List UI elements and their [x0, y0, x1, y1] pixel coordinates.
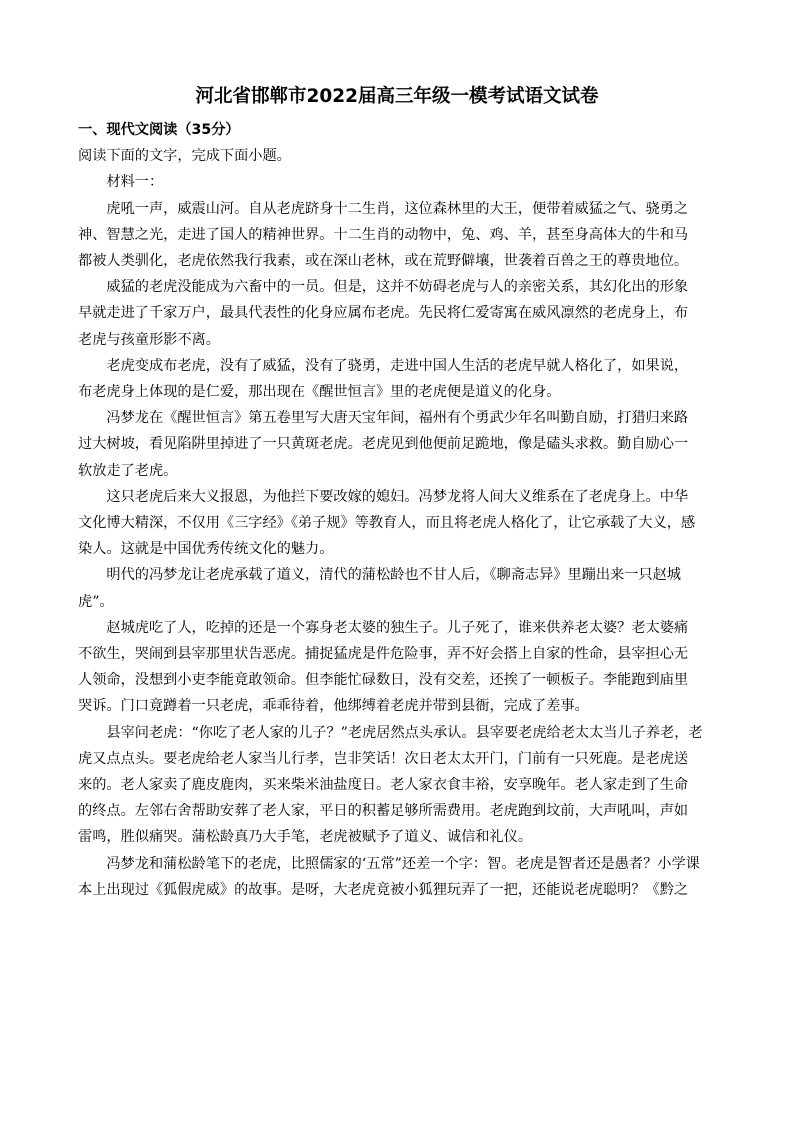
paragraph-line: 县宰问老虎：“你吃了老人家的儿子？”老虎居然点头承认。县宰要老虎给老太太当儿子养老，老 [106, 724, 703, 741]
paragraph [78, 615, 728, 720]
paragraph-line: 文化博大精深，不仅用《三字经》《弟子规》等教育人，而且将老虎人格化了，让它承载了大义，感 [78, 515, 696, 532]
paragraph [78, 720, 728, 851]
paragraph-line: 神、智慧之光，走进了国人的精神世界。十二生肖的动物中，兔、鸡、羊，甚至身高体大的牛和马 [78, 226, 689, 243]
paragraph-line: 威猛的老虎没能成为六畜中的一员。但是，这并不妨碍老虎与人的亲密关系，其幻化出的形象 [106, 279, 689, 296]
paragraph-line: 人领命，没想到小吏李能竟敢领命。但李能忙碌数日，没有交差，还挨了一顿板子。李能跑到庙里 [78, 672, 689, 689]
section-heading: 一、现代文阅读（35分） [78, 122, 240, 138]
paragraph-line: 冯梦龙和蒲松龄笔下的老虎，比照儒家的‘五常”还差一个字：智。老虎是智者还是愚者？小学课 [106, 855, 700, 872]
paragraph-line: 冯梦龙在《醒世恒言》第五卷里写大唐天宝年间，福州有个勇武少年名叫勤自励，打猎归来路 [106, 410, 689, 427]
paragraph [78, 353, 728, 405]
paragraph-line: 染人。这就是中国优秀传统文化的魅力。 [78, 541, 334, 558]
paragraph-line: 过大树坡，看见陷阱里掉进了一只黄斑老虎。老虎见到他便前足跪地，像是磕头求救。勤自励心一 [78, 436, 689, 453]
paragraph-line: 老虎变成布老虎，没有了威猛，没有了骁勇，走进中国人生活的老虎早就人格化了，如果说， [106, 357, 689, 374]
paragraph-line: 来的。老人家卖了鹿皮鹿肉，买来柴米油盐度日。老人家衣食丰裕，安享晚年。老人家走到了生命 [78, 777, 689, 794]
paragraph-line: 的终点。左邻右舍帮助安葬了老人家，平日的积蓄足够所需费用。老虎跑到坟前，大声吼叫，声如 [78, 803, 689, 820]
instruction-text: 阅读下面的文字，完成下面小题。 [78, 148, 291, 165]
material-label: 材料一： [106, 174, 164, 191]
paragraph-line: 老虎与孩童形影不离。 [78, 331, 220, 348]
paragraph [78, 851, 728, 903]
paragraph [78, 484, 728, 563]
paragraph-line: 哭诉。门口竟蹲着一只老虎，乖乖待着，他绑缚着老虎并带到县衙，完成了差事。 [78, 698, 589, 715]
paragraph-line: 软放走了老虎。 [78, 462, 178, 479]
document-body [78, 117, 728, 903]
paragraph-line: 虎又点点头。要老虎给老人家当儿行孝，岂非笑话！次日老太太开门，门前有一只死鹿。是老虎送 [78, 750, 689, 767]
paragraph-line: 早就走进了千家万户，最具代表性的化身应属布老虎。先民将仁爱寄寓在威风凛然的老虎身上，布 [78, 305, 689, 322]
document-title: 河北省邯郸市2022届高三年级一模考试语文试卷 [195, 86, 599, 107]
paragraph-line: 虎”。 [78, 593, 114, 610]
paragraph-line: 赵城虎吃了人，吃掉的还是一个寡身老太婆的独生子。儿子死了，谁来供养老太婆？老太婆痛 [106, 619, 689, 636]
paragraph-line: 布老虎身上体现的是仁爱，那出现在《醒世恒言》里的老虎便是道义的化身。 [78, 384, 561, 401]
paragraph [78, 405, 728, 484]
paragraph-line: 都被人类驯化，老虎依然我行我素，或在深山老林，或在荒野僻壤，世袭着百兽之王的尊贵地位。 [78, 253, 689, 270]
paragraph-line: 明代的冯梦龙让老虎承载了道义，清代的蒲松龄也不甘人后，《聊斋志异》里蹦出来一只赵城 [106, 567, 681, 584]
paragraph [78, 274, 728, 353]
paragraph-line: 这只老虎后来大义报恩，为他拦下要改嫁的媳妇。冯梦龙将人间大义维系在了老虎身上。中华 [106, 488, 689, 505]
paragraph-line: 不欲生，哭闹到县宰那里状告恶虎。捕捉猛虎是件危险事，弄不好会搭上自家的性命，县宰担心无 [78, 646, 689, 663]
paragraph-list [78, 196, 728, 903]
paragraph-line: 雷鸣，胜似痛哭。蒲松龄真乃大手笔，老虎被赋予了道义、诚信和礼仪。 [78, 829, 533, 846]
paragraph-line: 本上出现过《狐假虎威》的故事。是呀，大老虎竟被小狐狸玩弄了一把，还能说老虎聪明？《黔之 [78, 881, 689, 898]
paragraph [78, 562, 728, 614]
paragraph-line: 虎吼一声，威震山河。自从老虎跻身十二生肖，这位森林里的大王，便带着威猛之气、骁勇之 [106, 200, 689, 217]
paragraph [78, 196, 728, 275]
